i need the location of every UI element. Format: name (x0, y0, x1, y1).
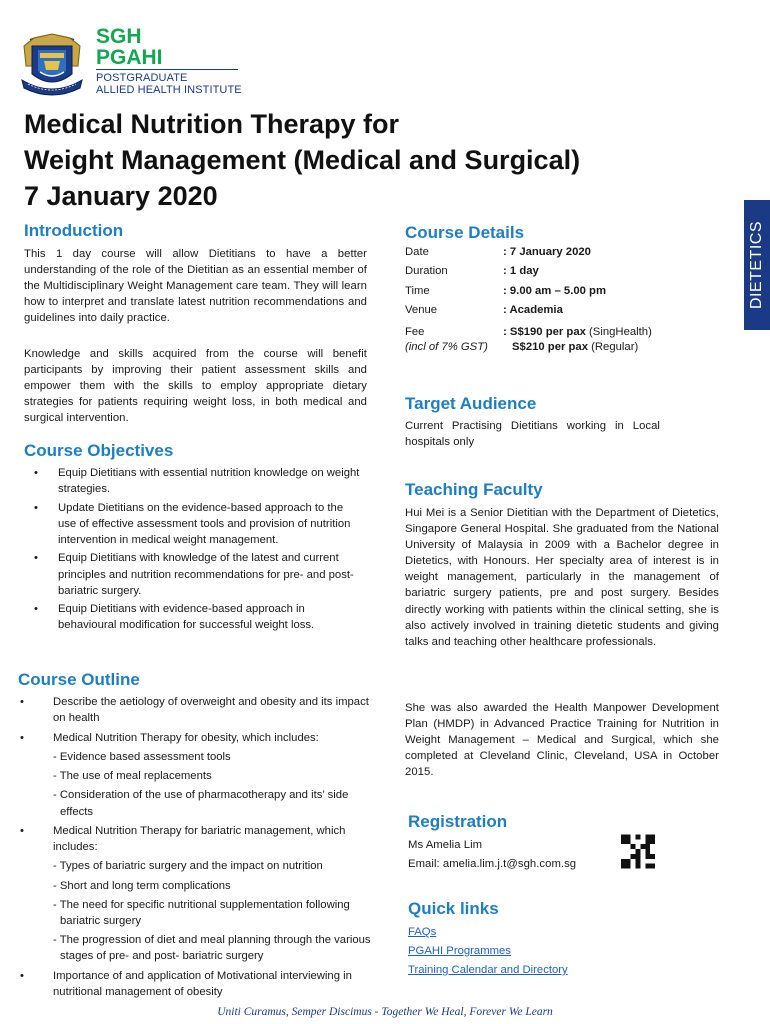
outline-subitem: - Types of bariatric surgery and the impact on nutrition (53, 860, 323, 873)
objective-item: • Update Dietitians on the evidence-based approach to the use of effective assessment tools and provision of nutrition intervention in medical weight management. (24, 500, 364, 548)
registration-contact-email: Email: amelia.lim.j.t@sgh.com.sg (408, 858, 577, 870)
qr-code-icon[interactable] (621, 834, 655, 869)
outline-heading: Course Outline (18, 670, 140, 689)
objective-item: • Equip Dietitians with essential nutrition knowledge on weight strategies. (24, 465, 364, 497)
fee-type-singhealth: (SingHealth) (585, 325, 652, 338)
course-title-line2: Weight Management (Medical and Surgical) (24, 145, 581, 175)
outline-item (18, 968, 378, 1000)
fee-amount-singhealth: S$190 per pax (509, 325, 586, 338)
outline-item-text: Importance of and application of Motivational interviewing in nutritional management of obesity (53, 969, 352, 998)
outline-item (18, 730, 378, 820)
course-title-line1: Medical Nutrition Therapy for (24, 109, 400, 139)
registration-contact-name: Ms Amelia Lim (408, 839, 483, 851)
category-sidebar (744, 200, 770, 330)
date-value: : 7 January 2020 (503, 246, 591, 258)
fee-value-regular (503, 340, 638, 356)
footer-motto: Uniti Curamus, Semper Discimus - Together We Heal, Forever We Learn (217, 1006, 553, 1018)
outline-item-text: • Medical Nutrition Therapy for obesity, which includes: (53, 731, 319, 744)
fee-note (405, 340, 503, 356)
org-short-line1: SGH (96, 25, 142, 48)
introduction-heading: Introduction (24, 221, 124, 240)
fee-label: Fee (405, 325, 425, 338)
outline-list (18, 694, 378, 1003)
audience-heading: Target Audience (405, 394, 537, 413)
registration-heading: Registration (408, 812, 508, 831)
outline-subitem: - Consideration of the use of pharmacotherapy and its’ side effects (53, 789, 349, 818)
org-full-line1: POSTGRADUATE (96, 72, 188, 84)
course-title-date: 7 January 2020 (24, 181, 218, 211)
objectives-list (24, 465, 364, 636)
outline-sublist (53, 858, 378, 964)
outline-subitem: - Evidence based assessment tools (53, 750, 231, 763)
quick-links-list (408, 923, 568, 980)
quick-links-heading: Quick links (408, 899, 499, 918)
time-label: Time (405, 284, 430, 297)
category-label: DIETETICS (748, 220, 765, 310)
pgahi-crest-logo (18, 26, 86, 100)
date-label: Date (405, 246, 429, 258)
details-table (405, 246, 705, 356)
org-short-line2: PGAHI (96, 46, 163, 69)
time-value: : 9.00 am – 5.00 pm (503, 284, 606, 297)
org-full-line2: ALLIED HEALTH INSTITUTE (96, 84, 242, 96)
details-row-date (405, 246, 705, 265)
outline-subitem: - Short and long term complications (53, 879, 231, 892)
details-row-fee-1 (405, 325, 705, 341)
duration-value: : 1 day (503, 265, 539, 278)
outline-item (18, 694, 378, 726)
objective-item: • Equip Dietitians with evidence-based approach in behavioural modification for successful weight loss. (24, 601, 364, 633)
link-training-calendar[interactable]: Training Calendar and Directory (408, 964, 568, 976)
org-divider (96, 69, 238, 70)
faculty-bio-para-2: She was also awarded the Health Manpower Development Plan (HMDP) in Advanced Practice Training for Nutrition in Weight Management – Medical and Surgical, which she completed at Cleveland Clinic, Cleveland, USA in October 2015. (405, 702, 719, 779)
fee-value-singhealth (503, 325, 652, 341)
fee-amount-regular: S$210 per pax (512, 341, 588, 354)
details-row-venue (405, 304, 705, 323)
outline-item-text: • Medical Nutrition Therapy for bariatric management, which includes: (53, 825, 346, 854)
fee-gst-note: (incl of 7% GST) (405, 341, 488, 354)
details-row-duration (405, 265, 705, 284)
venue-label: Venue (405, 304, 438, 317)
link-pgahi-programmes[interactable]: PGAHI Programmes (408, 945, 511, 957)
outline-subitem: - The progression of diet and meal planning through the various stages of pre- and post- bariatric surgery (53, 934, 371, 963)
outline-item (18, 823, 378, 965)
org-short-name (96, 26, 163, 68)
introduction-para-2: Knowledge and skills acquired from the course will benefit participants by improving their patient assessment skills and empower them with the skills to employ appropriate dietary strategies for patients requiring weight loss, in both medical and surgical intervention. (24, 348, 367, 425)
fee-prefix: : (503, 325, 510, 338)
details-row-fee-2 (405, 340, 705, 356)
introduction-para-1: This 1 day course will allow Dietitians to have a better understanding of the role of the Dietitian as an essential member of the Multidisciplinary Weight Management care team. They will learn how to interpret and translate latest nutrition recommendations and guidelines into daily practice. (24, 248, 367, 325)
objectives-heading: Course Objectives (24, 441, 174, 460)
faculty-bio-para-1: Hui Mei is a Senior Dietitian with the Department of Dietetics, Singapore General Hospital. She graduated from the National University of Malaysia in 2009 with a Bachelor degree in Dietetics, with Honours. Her specialty area of interest is in weight management, particularly in the management of bariatric surgery patients, pre and post surgery. Besides directly working with patients within the clinical setting, she is also actively involved in training dietetic students and giving talks and teaching other healthcare professionals. (405, 507, 719, 648)
outline-subitem: - The need for specific nutritional supplementation following bariatric surgery (53, 898, 350, 928)
audience-text: Current Practising Dietitians working in Local hospitals only (405, 420, 660, 449)
link-faqs[interactable]: FAQs (408, 926, 437, 938)
duration-label: Duration (405, 265, 448, 278)
fee-type-regular: (Regular) (588, 341, 639, 354)
outline-item-text: Describe the aetiology of overweight and obesity and its impact on health (53, 696, 369, 725)
faculty-heading: Teaching Faculty (405, 480, 543, 499)
org-full-name (96, 72, 242, 96)
objective-item: • Equip Dietitians with knowledge of the latest and current principles and nutrition recommendations for pre- and post-bariatric surgery. (24, 550, 364, 598)
course-title (24, 106, 724, 214)
details-row-time (405, 285, 705, 304)
venue-value: : Academia (503, 304, 563, 317)
outline-sublist (53, 749, 378, 820)
outline-subitem: - The use of meal replacements (53, 770, 212, 783)
details-heading: Course Details (405, 223, 525, 242)
